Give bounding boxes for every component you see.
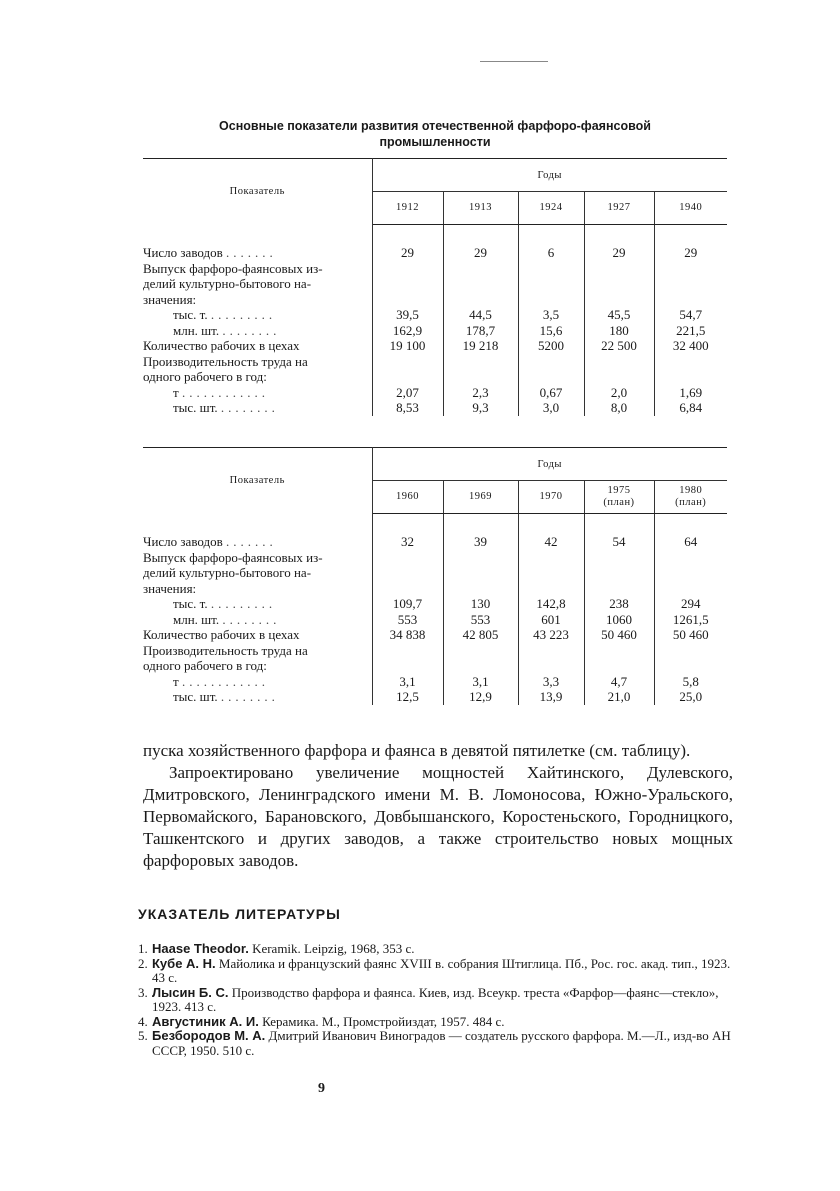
header-indicator: Показатель <box>143 159 372 225</box>
cell: 29 <box>474 245 487 260</box>
cell: 5200 <box>538 338 564 353</box>
cell: 130 <box>470 596 491 611</box>
header-years: Годы <box>372 448 727 481</box>
label-output-3: значения: <box>143 291 197 307</box>
column-1970 <box>518 534 584 705</box>
cell: 2,3 <box>472 384 489 400</box>
reference-author: Безбородов М. А. <box>152 1028 266 1043</box>
label-mln: млн. шт. <box>173 611 220 627</box>
cell: 29 <box>401 245 414 260</box>
cell: 12,5 <box>396 689 419 704</box>
label-kt: тыс. т. <box>173 596 208 611</box>
cell: 1261,5 <box>672 611 709 627</box>
label-kt: тыс. т. <box>173 307 208 322</box>
cell: 54 <box>612 534 626 549</box>
page-number: 9 <box>318 1081 325 1096</box>
cell: 109,7 <box>392 596 423 611</box>
body-paragraph-2: Запроектировано увеличение мощностей Хайтинского, Дулевского, Дмитровского, Ленинградского имени М. В. Ломоносова, Южно-Уральского, Первомайского, Барановского, Довбышанского, Коростеньского, Городницкого, Ташкентского и других заводов, а также строительство новых мощных фарфоровых заводов. <box>143 763 733 870</box>
cell: 162,9 <box>392 322 423 338</box>
table-caption <box>145 118 725 150</box>
label-mln: млн. шт. <box>173 322 220 338</box>
label-workers: Количество рабочих в цехах <box>143 627 300 642</box>
cell: 32 <box>401 534 414 549</box>
label-prod-1: Производительность труда на <box>143 353 308 369</box>
cell: 43 223 <box>533 627 569 642</box>
caption-line-1: Основные показатели развития отечественной фарфоро-фаянсовой <box>219 119 651 133</box>
cell: 9,3 <box>472 400 489 415</box>
reference-item <box>138 986 732 1015</box>
column-1913 <box>443 245 518 416</box>
cell: 54,7 <box>679 307 703 322</box>
year-header <box>584 481 654 514</box>
cell: 238 <box>609 596 629 611</box>
cell: 553 <box>397 611 418 627</box>
cell: 180 <box>609 322 629 338</box>
cell: 3,5 <box>542 307 560 322</box>
cell: 22 500 <box>601 338 637 353</box>
reference-author: Лысин Б. С. <box>152 984 229 1000</box>
header-rule <box>480 61 548 62</box>
label-workers: Количество рабочих в цехах <box>143 338 300 353</box>
label-output-3: значения: <box>143 580 197 596</box>
reference-item <box>138 1015 732 1030</box>
cell: 294 <box>681 596 701 611</box>
cell: 32 400 <box>672 338 709 353</box>
cell: 3,1 <box>472 673 489 689</box>
cell: 64 <box>684 534 698 549</box>
cell: 44,5 <box>469 307 492 322</box>
cell: 6,84 <box>679 400 703 415</box>
reference-number: 4. <box>138 1013 148 1029</box>
cell: 601 <box>541 611 561 627</box>
label-output-1: Выпуск фарфоро-фаянсовых из- <box>143 549 323 565</box>
cell: 42 805 <box>462 627 499 642</box>
cell: 19 218 <box>462 338 499 353</box>
reference-author: Кубе А. Н. <box>152 955 216 971</box>
reference-author: Haase Theodor. <box>152 941 249 956</box>
reference-item <box>138 942 732 957</box>
year-header <box>372 481 443 514</box>
label-t: т <box>173 384 179 400</box>
cell: 3,1 <box>399 673 416 689</box>
reference-text: Керамика. М., Промстройиздат, 1957. 484 с. <box>262 1013 505 1029</box>
cell: 19 100 <box>389 338 426 353</box>
cell: 50 460 <box>601 627 637 642</box>
body-paragraph-1: пуска хозяйственного фарфора и фаянса в девятой пятилетке (см. таблицу). <box>143 741 691 760</box>
label-prod-2: одного рабочего в год: <box>143 658 267 673</box>
reference-author: Августиник А. И. <box>152 1013 259 1029</box>
cell: 3,0 <box>542 400 560 415</box>
references-list <box>138 942 732 1058</box>
label-output-1: Выпуск фарфоро-фаянсовых из- <box>143 260 323 276</box>
label-t: т <box>173 673 179 689</box>
year-label: 1980 <box>679 485 703 496</box>
reference-text: Производство фарфора и фаянса. Киев, изд. Всеукр. треста «Фарфор—фаянс—стекло», 1923. 413 с. <box>152 984 719 1014</box>
year-header <box>443 481 518 514</box>
cell: 13,9 <box>539 689 563 704</box>
label-plants: Число заводов <box>143 534 223 549</box>
reference-number: 1. <box>138 941 148 956</box>
cell: 1,69 <box>679 384 703 400</box>
stats-table-2 <box>143 447 727 705</box>
label-kpc: тыс. шт. <box>173 400 218 415</box>
cell: 39,5 <box>396 307 419 322</box>
year-label: 1960 <box>396 491 419 502</box>
column-1969 <box>443 534 518 705</box>
reference-number: 3. <box>138 984 148 1000</box>
year-label: 1969 <box>469 491 492 502</box>
cell: 42 <box>544 534 558 549</box>
reference-item <box>138 1029 732 1058</box>
column-1975 <box>584 534 654 705</box>
cell: 553 <box>470 611 491 627</box>
year-note: (план) <box>603 497 635 508</box>
cell: 4,7 <box>610 673 628 689</box>
cell: 29 <box>612 245 626 260</box>
cell: 45,5 <box>607 307 631 322</box>
reference-number: 2. <box>138 955 148 971</box>
cell: 142,8 <box>536 596 566 611</box>
label-output-2: делий культурно-бытового на- <box>143 565 312 580</box>
cell: 2,07 <box>396 384 419 400</box>
cell: 12,9 <box>469 689 492 704</box>
reference-text: Keramik. Leipzig, 1968, 353 с. <box>252 941 415 956</box>
year-header: 1912 <box>372 192 443 225</box>
reference-text: Дмитрий Иванович Виноградов — создатель русского фарфора. М.—Л., изд-во АН СССР, 1950. 510 с. <box>152 1028 731 1058</box>
label-kpc: тыс. шт. <box>173 689 218 704</box>
year-header: 1924 <box>518 192 584 225</box>
column-1912 <box>372 245 443 416</box>
body-text <box>143 740 733 872</box>
year-label: 1970 <box>539 491 563 502</box>
cell: 221,5 <box>676 322 706 338</box>
cell: 8,0 <box>610 400 628 415</box>
year-header: 1940 <box>654 192 727 225</box>
reference-item <box>138 957 732 986</box>
cell: 178,7 <box>465 322 496 338</box>
cell: 8,53 <box>396 400 419 415</box>
label-output-2: делий культурно-бытового на- <box>143 276 312 291</box>
row-labels: Число заводов ....... Выпуск фарфоро-фаянсовых из- делий культурно-бытового на- значения: тыс. т. ......... млн. шт. ........ Количество рабочих в цехах Производительность труда на одного рабочего в год: т ............ тыс. шт. ........ <box>143 245 372 416</box>
year-header <box>654 481 727 514</box>
label-prod-2: одного рабочего в год: <box>143 369 267 384</box>
cell: 34 838 <box>389 627 426 642</box>
header-years: Годы <box>372 159 727 192</box>
header-indicator: Показатель <box>143 448 372 514</box>
cell: 29 <box>684 245 698 260</box>
reference-number: 5. <box>138 1028 148 1043</box>
stats-table-1 <box>143 158 727 416</box>
cell: 1060 <box>606 611 632 627</box>
cell: 15,6 <box>539 322 563 338</box>
label-plants: Число заводов <box>143 245 223 260</box>
column-1980 <box>654 534 727 705</box>
column-1940 <box>654 245 727 416</box>
year-header: 1913 <box>443 192 518 225</box>
cell: 21,0 <box>607 689 631 704</box>
reference-text: Майолика и французский фаянс XVIII в. собрания Штиглица. Пб., Рос. гос. акад. тип., 1923. 43 с. <box>152 955 731 985</box>
year-label: 1975 <box>607 485 631 496</box>
column-1924 <box>518 245 584 416</box>
cell: 39 <box>474 534 487 549</box>
column-1927 <box>584 245 654 416</box>
cell: 0,67 <box>539 384 563 400</box>
year-header <box>518 481 584 514</box>
references-heading: УКАЗАТЕЛЬ ЛИТЕРАТУРЫ <box>138 906 341 922</box>
column-1960 <box>372 534 443 705</box>
caption-line-2: промышленности <box>379 135 491 149</box>
cell: 5,8 <box>682 673 699 689</box>
cell: 2,0 <box>610 384 628 400</box>
cell: 50 460 <box>672 627 709 642</box>
year-note: (план) <box>675 497 707 508</box>
cell: 3,3 <box>542 673 560 689</box>
label-prod-1: Производительность труда на <box>143 642 308 658</box>
cell: 6 <box>547 245 555 260</box>
year-header: 1927 <box>584 192 654 225</box>
row-labels: Число заводов ....... Выпуск фарфоро-фаянсовых из- делий культурно-бытового на- значения: тыс. т. ......... млн. шт. ........ Количество рабочих в цехах Производительность труда на одного рабочего в год: т ............ тыс. шт. ........ <box>143 534 372 705</box>
cell: 25,0 <box>679 689 703 704</box>
